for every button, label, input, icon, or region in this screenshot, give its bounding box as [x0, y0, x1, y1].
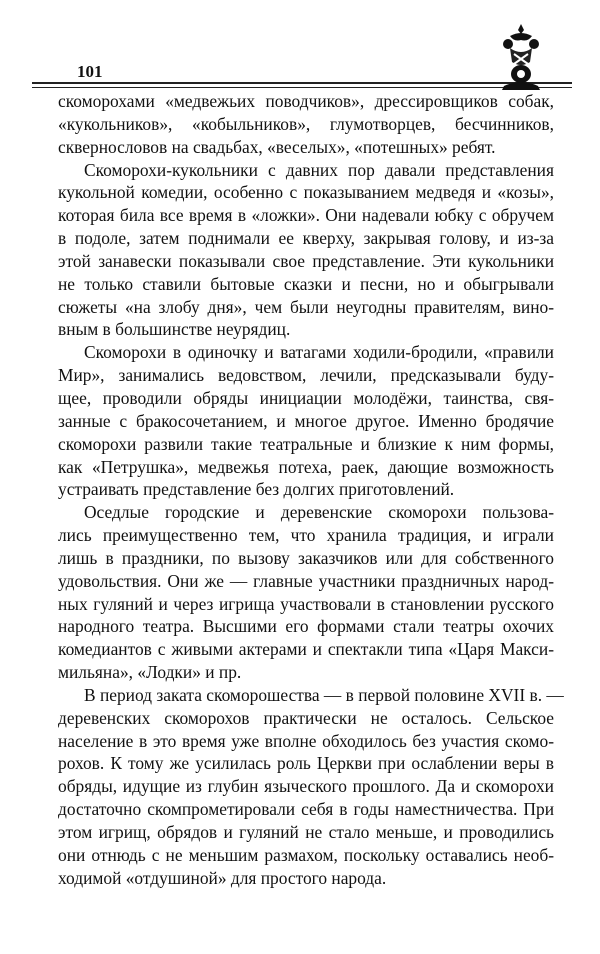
- text-line: в подоле, затем поднимали ее кверху, закрывая голову, и из-за: [58, 228, 554, 249]
- text-line: Мир», занимались ведовством, лечили, предсказывали буду-: [58, 365, 554, 386]
- text-line: этой занавески показывали свое представление. Эти кукольники: [58, 250, 554, 271]
- text-line: обряды, идущие из глубин языческого прошлого. Да и скоморохи: [58, 776, 554, 797]
- text-line: удовольствия. Они же — главные участники праздничных народ-: [58, 570, 554, 591]
- text-line: мильяна», «Лодки» и пр.: [58, 662, 242, 683]
- text-line: Скоморохи-кукольники с давних пор давали представления: [84, 159, 554, 180]
- header-rule: [32, 82, 572, 84]
- text-line: народного театра. Высшими его формами стали театры охочих: [58, 616, 554, 637]
- body-text: [58, 90, 564, 890]
- text-line: щее, проводили обряды инициации молодёжи, таинства, свя-: [58, 387, 554, 408]
- header-rule-thin: [32, 87, 572, 88]
- text-line: не только ставили бытовые сказки и песни, но и обыгрывали: [58, 273, 554, 294]
- text-line: лишь в праздники, по вызову заказчиков или для собственного: [58, 547, 554, 568]
- text-line: сквернословов на свадьбах, «веселых», «потешных» ребят.: [58, 136, 496, 157]
- ornament-icon: [496, 22, 546, 92]
- text-line: Скоморохи в одиночку и ватагами ходили-бродили, «правили: [84, 342, 554, 363]
- text-line: скоморохами «медвежьих поводчиков», дрессировщиков собак,: [58, 91, 554, 111]
- text-line: комедиантов с живыми актерами и спектакли типа «Царя Макси-: [58, 639, 554, 660]
- text-line: которая била все время в «ложки». Они надевали юбку с обручем: [58, 205, 554, 226]
- text-line: достаточно скомпрометировали себя в годы наместничества. При: [58, 799, 554, 820]
- text-line: Оседлые городские и деревенские скоморохи пользова-: [84, 502, 554, 523]
- text-line: рохов. К тому же усилилась роль Церкви при ослаблении веры в: [58, 753, 554, 774]
- text-line: лись преимущественно тем, что хранила традиция, и играли: [58, 525, 554, 546]
- text-line: скоморохи развили такие театральные и близкие к ним формы,: [58, 433, 554, 454]
- text-line: они отнюдь с не меньшим размахом, поскольку оставались необ-: [58, 844, 554, 865]
- text-line: кукольной комедии, особенно с показыванием медведя и «козы»,: [58, 182, 554, 203]
- text-line: сюжеты «на злобу дня», чем были неугодны правителям, вино-: [58, 296, 554, 317]
- text-line: В период заката скоморошества — в первой половине XVII в. —: [84, 684, 564, 705]
- text-line: занные с бракосочетанием, и многое другое. Именно бродячие: [58, 410, 554, 431]
- text-line: как «Петрушка», медвежья потеха, раек, дающие возможность: [58, 456, 554, 477]
- text-line: устраивать представление без долгих приготовлений.: [58, 479, 455, 500]
- text-line: вным в большинстве неурядиц.: [58, 319, 291, 340]
- running-header: [32, 50, 572, 90]
- text-line: ных гуляний и через игрища участвовали в становлении русского: [58, 593, 554, 614]
- text-line: этом игрищ, обрядов и гуляний не стало меньше, и проводились: [58, 822, 554, 842]
- text-line: деревенских скоморохов практически не осталось. Сельское: [58, 707, 554, 728]
- text-line: ходимой «отдушиной» для простого народа.: [58, 867, 387, 888]
- page-number: 101: [74, 62, 106, 82]
- text-line: население в это время уже вполне обходилось без участия скомо-: [58, 730, 554, 751]
- text-line: «кукольников», «кобыльников», глумотворцев, бесчинников,: [58, 113, 554, 134]
